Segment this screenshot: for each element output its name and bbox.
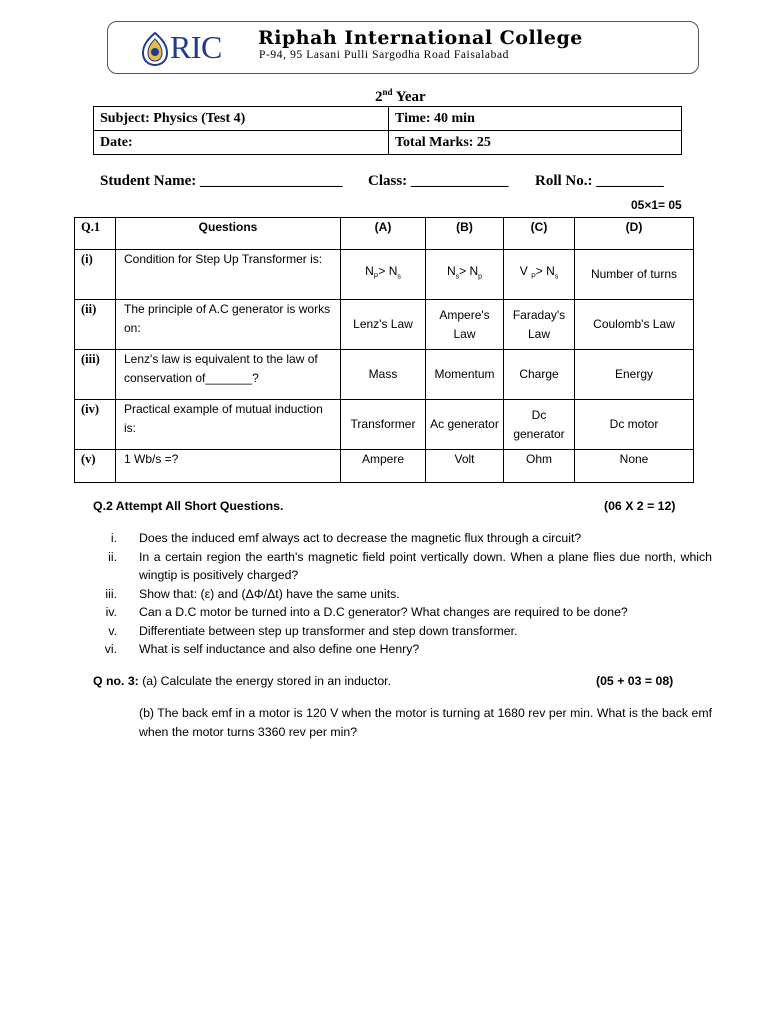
list-item (100, 603, 712, 622)
list-item (100, 622, 712, 641)
opt-mid: > N (459, 264, 479, 279)
logo-text: RIC (170, 29, 222, 65)
q3-marks: (05 + 03 = 08) (596, 674, 674, 688)
short-questions-list (100, 529, 712, 659)
item-text: Differentiate between step up transformer and step down transformer. (139, 623, 518, 638)
year-number: 2 (375, 89, 383, 105)
item-text: Does the induced emf always act to decrease the magnetic flux through a circuit? (139, 531, 582, 545)
item-number: iii. (105, 586, 117, 601)
opt-pre: N (365, 264, 374, 279)
year-label: Year (395, 89, 426, 105)
option-c[interactable]: Faraday's Law (504, 300, 575, 350)
info-table (93, 106, 682, 155)
q2-title: Q.2 Attempt All Short Questions. (93, 499, 284, 513)
year-suffix: nd (382, 87, 393, 97)
header-questions: Questions (116, 218, 341, 250)
option-b[interactable]: Momentum (426, 350, 504, 400)
mcq-num: (iii) (75, 350, 116, 400)
header-b: (B) (426, 218, 504, 250)
total-marks-cell: Total Marks: 25 (389, 131, 682, 155)
header-d: (D) (575, 218, 694, 250)
item-number: ii. (108, 549, 117, 564)
list-item (100, 640, 712, 659)
opt-sub: s (455, 273, 460, 281)
header-c: (C) (504, 218, 575, 250)
class-field[interactable]: Class: _____________ (368, 173, 509, 189)
list-item (100, 529, 712, 548)
option-a[interactable]: Mass (341, 350, 426, 400)
option-d[interactable]: Coulomb's Law (575, 300, 694, 350)
option-a[interactable]: Transformer (341, 400, 426, 450)
crest-icon (140, 31, 170, 67)
college-name: Riphah International College (258, 27, 583, 49)
option-c[interactable]: Charge (504, 350, 575, 400)
option-d[interactable]: None (575, 450, 694, 483)
opt-mid: > N (378, 264, 398, 279)
option-a[interactable]: Ampere (341, 450, 426, 483)
option-a[interactable]: Lenz's Law (341, 300, 426, 350)
college-address: P-94, 95 Lasani Pulli Sargodha Road Faisalabad (259, 49, 510, 61)
item-text: Show that: (ε) and (ΔΦ/Δt) have the same units. (139, 586, 400, 601)
option-c[interactable]: Ohm (504, 450, 575, 483)
q3-part-a-line (93, 674, 391, 688)
option-d[interactable]: Energy (575, 350, 694, 400)
date-cell: Date: (94, 131, 389, 155)
mcq-num: (v) (75, 450, 116, 483)
option-d[interactable]: Dc motor (575, 400, 694, 450)
mcq-question: Lenz's law is equivalent to the law of conservation of_______? (116, 350, 341, 400)
college-logo (140, 29, 240, 69)
opt-mid: > N (535, 264, 555, 279)
year-heading (375, 87, 426, 106)
q3-part-a: (a) Calculate the energy stored in an inductor. (142, 674, 392, 688)
opt-pre: V (519, 264, 532, 279)
q3-part-b: (b) The back emf in a motor is 120 V when the motor is turning at 1680 rev per min. What is the back emf when the motor turns 3360 rev per min? (139, 706, 712, 739)
item-number: i. (110, 531, 117, 545)
item-number: iv. (105, 605, 117, 619)
q2-marks: (06 X 2 = 12) (604, 499, 676, 513)
mcq-row (75, 300, 694, 350)
time-cell: Time: 40 min (389, 107, 682, 131)
option-b[interactable]: Ampere's Law (426, 300, 504, 350)
mcq-header-row (75, 218, 694, 250)
item-text: Can a D.C motor be turned into a D.C generator? What changes are required to be done? (139, 605, 628, 619)
list-item (100, 548, 712, 585)
list-item (100, 585, 712, 604)
opt-sub: p (478, 273, 483, 281)
mcq-row (75, 350, 694, 400)
opt-sub: P (373, 273, 379, 281)
mcq-question: Condition for Step Up Transformer is: (116, 250, 341, 300)
option-a[interactable] (341, 250, 426, 300)
option-b[interactable] (426, 250, 504, 300)
mcq-num: (ii) (75, 300, 116, 350)
opt-sub: s (554, 273, 559, 281)
item-number: v. (108, 623, 117, 638)
mcq-num: (i) (75, 250, 116, 300)
header-q1: Q.1 (75, 218, 116, 250)
mcq-row (75, 250, 694, 300)
mcq-row (75, 450, 694, 483)
mcq-table (74, 217, 694, 483)
option-d[interactable]: Number of turns (575, 250, 694, 300)
mcq-question: 1 Wb/s =? (116, 450, 341, 483)
mcq-num: (iv) (75, 400, 116, 450)
subject-cell: Subject: Physics (Test 4) (94, 107, 389, 131)
opt-sub: s (397, 273, 401, 281)
student-name-field[interactable]: Student Name: ___________________ (100, 173, 343, 189)
q3-label: Q no. 3: (93, 674, 139, 688)
opt-pre: N (446, 264, 456, 279)
option-c[interactable]: Dc generator (504, 400, 575, 450)
q1-marks: 05×1= 05 (631, 198, 682, 212)
mcq-question: Practical example of mutual induction is: (116, 400, 341, 450)
option-c[interactable] (504, 250, 575, 300)
opt-sub: P (531, 273, 536, 281)
item-text: In a certain region the earth's magnetic field point vertically down. When a plane flies due north, which wingtip is positively charged? (139, 549, 712, 582)
roll-no-field[interactable]: Roll No.: _________ (535, 173, 664, 189)
option-b[interactable]: Volt (426, 450, 504, 483)
header-a: (A) (341, 218, 426, 250)
item-text: What is self inductance and also define one Henry? (139, 642, 420, 656)
mcq-question: The principle of A.C generator is works on: (116, 300, 341, 350)
item-number: vi. (104, 642, 117, 656)
mcq-row (75, 400, 694, 450)
option-b[interactable]: Ac generator (426, 400, 504, 450)
